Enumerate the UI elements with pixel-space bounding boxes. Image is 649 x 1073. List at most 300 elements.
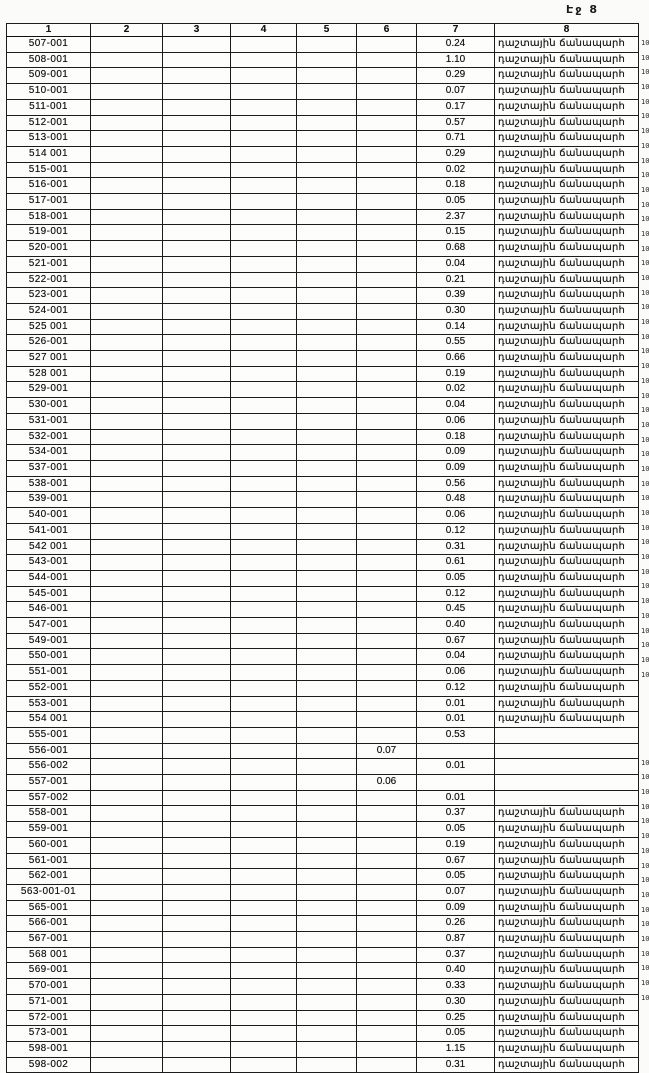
value-cell: 0.01 xyxy=(417,696,495,712)
cell-col6 xyxy=(357,194,417,210)
cell-col3 xyxy=(163,508,231,524)
cell-col6 xyxy=(357,445,417,461)
cell-col6 xyxy=(357,680,417,696)
cell-col2 xyxy=(91,115,163,131)
value-cell: 0.06 xyxy=(417,508,495,524)
value-cell: 0.01 xyxy=(417,712,495,728)
cell-col6 xyxy=(357,382,417,398)
cell-col5 xyxy=(297,225,357,241)
road-type-cell: դաշտային ճանապարհ xyxy=(495,37,639,53)
cell-col4 xyxy=(231,932,297,948)
cell-col2 xyxy=(91,822,163,838)
cell-col5 xyxy=(297,288,357,304)
code-cell: 534-001 xyxy=(7,445,91,461)
value-cell: 0.71 xyxy=(417,131,495,147)
code-cell: 569-001 xyxy=(7,963,91,979)
road-type-cell xyxy=(495,790,639,806)
code-cell: 571-001 xyxy=(7,994,91,1010)
cell-col2 xyxy=(91,539,163,555)
value-cell: 0.29 xyxy=(417,146,495,162)
cell-col5 xyxy=(297,837,357,853)
cell-col3 xyxy=(163,115,231,131)
code-cell: 507-001 xyxy=(7,37,91,53)
cell-col2 xyxy=(91,398,163,414)
cell-col4 xyxy=(231,413,297,429)
cell-col5 xyxy=(297,476,357,492)
cell-col3 xyxy=(163,162,231,178)
code-cell: 508-001 xyxy=(7,52,91,68)
value-cell: 0.87 xyxy=(417,932,495,948)
cell-col3 xyxy=(163,743,231,759)
edge-mark: 10 xyxy=(641,185,649,194)
code-cell: 520-001 xyxy=(7,241,91,257)
cell-col6: 0.06 xyxy=(357,775,417,791)
cell-col2 xyxy=(91,994,163,1010)
cell-col3 xyxy=(163,460,231,476)
table-row xyxy=(7,1010,639,1026)
value-cell: 0.40 xyxy=(417,618,495,634)
edge-mark xyxy=(641,682,649,697)
edge-mark: 10 xyxy=(641,464,649,473)
cell-col2 xyxy=(91,225,163,241)
table-row xyxy=(7,178,639,194)
column-header: 1 xyxy=(7,24,91,37)
cell-col5 xyxy=(297,37,357,53)
table-row xyxy=(7,523,639,539)
cell-col4 xyxy=(231,398,297,414)
cell-col4 xyxy=(231,115,297,131)
edge-mark: 10 xyxy=(641,494,649,503)
table-head xyxy=(7,24,639,37)
value-cell: 0.09 xyxy=(417,445,495,461)
cell-col6: 0.07 xyxy=(357,743,417,759)
cell-col4 xyxy=(231,288,297,304)
value-cell: 0.06 xyxy=(417,665,495,681)
cell-col3 xyxy=(163,837,231,853)
cell-col5 xyxy=(297,398,357,414)
edge-mark: 10 xyxy=(641,582,649,591)
code-cell: 514 001 xyxy=(7,146,91,162)
code-cell: 551-001 xyxy=(7,665,91,681)
road-type-cell: դաշտային ճանապարհ xyxy=(495,633,639,649)
table-row xyxy=(7,303,639,319)
edge-mark: 10 xyxy=(641,53,649,62)
cell-col5 xyxy=(297,570,357,586)
cell-col2 xyxy=(91,445,163,461)
cell-col2 xyxy=(91,680,163,696)
road-type-cell: դաշտային ճանապարհ xyxy=(495,523,639,539)
cell-col5 xyxy=(297,822,357,838)
cell-col6 xyxy=(357,68,417,84)
cell-col2 xyxy=(91,162,163,178)
edge-mark: 10 xyxy=(641,215,649,224)
cell-col3 xyxy=(163,241,231,257)
table-row xyxy=(7,319,639,335)
road-type-cell: դաշտային ճանապարհ xyxy=(495,665,639,681)
cell-col6 xyxy=(357,837,417,853)
value-cell: 0.55 xyxy=(417,335,495,351)
cell-col3 xyxy=(163,256,231,272)
cell-col4 xyxy=(231,806,297,822)
cell-col6 xyxy=(357,413,417,429)
value-cell: 0.12 xyxy=(417,523,495,539)
cell-col4 xyxy=(231,712,297,728)
code-cell: 545-001 xyxy=(7,586,91,602)
code-cell: 562-001 xyxy=(7,869,91,885)
cell-col6 xyxy=(357,256,417,272)
table-row xyxy=(7,382,639,398)
cell-col4 xyxy=(231,837,297,853)
cell-col6 xyxy=(357,602,417,618)
cell-col2 xyxy=(91,916,163,932)
code-cell: 560-001 xyxy=(7,837,91,853)
table-header-row xyxy=(7,24,639,37)
code-cell: 530-001 xyxy=(7,398,91,414)
cell-col5 xyxy=(297,712,357,728)
cell-col6 xyxy=(357,555,417,571)
code-cell: 546-001 xyxy=(7,602,91,618)
cell-col5 xyxy=(297,1057,357,1073)
cell-col2 xyxy=(91,52,163,68)
cell-col4 xyxy=(231,429,297,445)
cell-col6 xyxy=(357,1057,417,1073)
code-cell: 523-001 xyxy=(7,288,91,304)
road-type-cell: դաշտային ճանապարհ xyxy=(495,947,639,963)
code-cell: 549-001 xyxy=(7,633,91,649)
cell-col5 xyxy=(297,366,357,382)
road-type-cell: դաշտային ճանապարհ xyxy=(495,837,639,853)
edge-mark: 10 xyxy=(641,655,649,664)
cell-col5 xyxy=(297,539,357,555)
cell-col5 xyxy=(297,429,357,445)
road-type-cell: դաշտային ճանապարհ xyxy=(495,99,639,115)
cell-col4 xyxy=(231,916,297,932)
cell-col3 xyxy=(163,523,231,539)
cell-col2 xyxy=(91,853,163,869)
table-row xyxy=(7,115,639,131)
road-type-cell: դաշտային ճանապարհ xyxy=(495,288,639,304)
cell-col2 xyxy=(91,696,163,712)
cell-col6 xyxy=(357,319,417,335)
cell-col3 xyxy=(163,853,231,869)
cell-col4 xyxy=(231,790,297,806)
cell-col3 xyxy=(163,68,231,84)
code-cell: 561-001 xyxy=(7,853,91,869)
code-cell: 537-001 xyxy=(7,460,91,476)
cell-col6 xyxy=(357,131,417,147)
road-type-cell: դաշտային ճանապարհ xyxy=(495,979,639,995)
road-type-cell: դաշտային ճանապարհ xyxy=(495,1026,639,1042)
cell-col2 xyxy=(91,68,163,84)
cell-col4 xyxy=(231,131,297,147)
value-cell: 0.12 xyxy=(417,680,495,696)
edge-mark: 10 xyxy=(641,523,649,532)
cell-col4 xyxy=(231,476,297,492)
cell-col5 xyxy=(297,68,357,84)
cell-col6 xyxy=(357,869,417,885)
cell-col2 xyxy=(91,366,163,382)
cell-col2 xyxy=(91,335,163,351)
cell-col4 xyxy=(231,649,297,665)
cell-col6 xyxy=(357,492,417,508)
cell-col4 xyxy=(231,727,297,743)
cell-col6 xyxy=(357,178,417,194)
code-cell: 532-001 xyxy=(7,429,91,445)
code-cell: 557-002 xyxy=(7,790,91,806)
road-type-cell: դաշտային ճանապարհ xyxy=(495,319,639,335)
edge-mark: 10 xyxy=(641,259,649,268)
road-type-cell: դաշտային ճանապարհ xyxy=(495,900,639,916)
cell-col3 xyxy=(163,680,231,696)
value-cell: 2.37 xyxy=(417,209,495,225)
table-row xyxy=(7,351,639,367)
cell-col5 xyxy=(297,52,357,68)
edge-mark: 10 xyxy=(641,156,649,165)
code-cell: 553-001 xyxy=(7,696,91,712)
cell-col3 xyxy=(163,382,231,398)
edge-mark: 10 xyxy=(641,611,649,620)
cell-col2 xyxy=(91,869,163,885)
edge-mark: 10 xyxy=(641,274,649,282)
table-row xyxy=(7,1057,639,1073)
cell-col6 xyxy=(357,225,417,241)
cell-col6 xyxy=(357,241,417,257)
code-cell: 566-001 xyxy=(7,916,91,932)
table-row xyxy=(7,1042,639,1058)
table-body xyxy=(7,37,639,1073)
cell-col6 xyxy=(357,84,417,100)
edge-mark: 10 xyxy=(641,553,649,562)
cell-col5 xyxy=(297,115,357,131)
road-type-cell: դաշտային ճանապարհ xyxy=(495,84,639,100)
value-cell: 0.02 xyxy=(417,382,495,398)
cell-col6 xyxy=(357,209,417,225)
edge-mark: 10 xyxy=(641,758,649,767)
code-cell: 542 001 xyxy=(7,539,91,555)
cell-col2 xyxy=(91,602,163,618)
value-cell xyxy=(417,775,495,791)
code-cell: 559-001 xyxy=(7,822,91,838)
cell-col5 xyxy=(297,1010,357,1026)
edge-mark: 10 xyxy=(641,318,649,327)
edge-mark: 10 xyxy=(641,435,649,444)
cell-col6 xyxy=(357,460,417,476)
table-row xyxy=(7,445,639,461)
edge-mark: 10 xyxy=(641,171,649,180)
road-type-cell: դաշտային ճանապարհ xyxy=(495,555,639,571)
cell-col5 xyxy=(297,884,357,900)
cell-col2 xyxy=(91,932,163,948)
value-cell: 0.07 xyxy=(417,884,495,900)
code-cell: 557-001 xyxy=(7,775,91,791)
cell-col5 xyxy=(297,241,357,257)
cell-col4 xyxy=(231,303,297,319)
table-row xyxy=(7,947,639,963)
edge-mark: 10 xyxy=(641,406,649,415)
road-type-cell: դաշտային ճանապարհ xyxy=(495,586,639,602)
code-cell: 563-001-01 xyxy=(7,884,91,900)
cell-col5 xyxy=(297,146,357,162)
cell-col6 xyxy=(357,37,417,53)
cell-col4 xyxy=(231,37,297,53)
table-row xyxy=(7,288,639,304)
code-cell: 513-001 xyxy=(7,131,91,147)
cell-col3 xyxy=(163,900,231,916)
edge-mark: 10 xyxy=(641,141,649,150)
cell-col5 xyxy=(297,900,357,916)
value-cell: 0.14 xyxy=(417,319,495,335)
cell-col3 xyxy=(163,445,231,461)
cell-col2 xyxy=(91,1057,163,1073)
road-type-cell: դաշտային ճանապարհ xyxy=(495,1042,639,1058)
cell-col4 xyxy=(231,256,297,272)
road-type-cell: դաշտային ճանապարհ xyxy=(495,994,639,1010)
edge-mark: 10 xyxy=(641,200,649,209)
road-type-cell: դաշտային ճանապարհ xyxy=(495,413,639,429)
value-cell: 0.04 xyxy=(417,398,495,414)
cell-col6 xyxy=(357,649,417,665)
cell-col2 xyxy=(91,759,163,775)
road-type-cell: դաշտային ճանապարհ xyxy=(495,272,639,288)
code-cell: 531-001 xyxy=(7,413,91,429)
cell-col3 xyxy=(163,586,231,602)
road-type-cell: դաշտային ճանապարհ xyxy=(495,884,639,900)
cell-col5 xyxy=(297,272,357,288)
road-type-cell: դաշտային ճանապարհ xyxy=(495,178,639,194)
cell-col6 xyxy=(357,853,417,869)
cell-col2 xyxy=(91,775,163,791)
table-row xyxy=(7,649,639,665)
value-cell: 0.40 xyxy=(417,963,495,979)
cell-col4 xyxy=(231,162,297,178)
cell-col3 xyxy=(163,759,231,775)
value-cell: 0.53 xyxy=(417,727,495,743)
cell-col6 xyxy=(357,696,417,712)
table-row xyxy=(7,272,639,288)
value-cell: 0.26 xyxy=(417,916,495,932)
cell-col3 xyxy=(163,492,231,508)
table-row xyxy=(7,131,639,147)
cell-col2 xyxy=(91,806,163,822)
table-row xyxy=(7,68,639,84)
cell-col4 xyxy=(231,633,297,649)
cell-col3 xyxy=(163,1057,231,1073)
cell-col2 xyxy=(91,37,163,53)
code-cell: 555-001 xyxy=(7,727,91,743)
table-row xyxy=(7,743,639,759)
value-cell: 0.18 xyxy=(417,178,495,194)
cell-col5 xyxy=(297,555,357,571)
code-cell: 567-001 xyxy=(7,932,91,948)
edge-mark xyxy=(641,741,649,756)
cell-col3 xyxy=(163,665,231,681)
cell-col6 xyxy=(357,523,417,539)
table-row xyxy=(7,84,639,100)
cell-col3 xyxy=(163,178,231,194)
code-cell: 598-001 xyxy=(7,1042,91,1058)
cell-col4 xyxy=(231,853,297,869)
cell-col2 xyxy=(91,146,163,162)
cell-col3 xyxy=(163,209,231,225)
cell-col2 xyxy=(91,209,163,225)
cell-col5 xyxy=(297,853,357,869)
cell-col6 xyxy=(357,665,417,681)
column-header: 4 xyxy=(231,24,297,37)
cell-col4 xyxy=(231,1057,297,1073)
value-cell: 0.68 xyxy=(417,241,495,257)
cell-col3 xyxy=(163,822,231,838)
value-cell: 0.31 xyxy=(417,539,495,555)
cell-col5 xyxy=(297,194,357,210)
value-cell: 0.33 xyxy=(417,979,495,995)
code-cell: 518-001 xyxy=(7,209,91,225)
cell-col5 xyxy=(297,947,357,963)
cell-col3 xyxy=(163,994,231,1010)
road-type-cell: դաշտային ճանապարհ xyxy=(495,570,639,586)
code-cell: 522-001 xyxy=(7,272,91,288)
cell-col6 xyxy=(357,366,417,382)
cell-col4 xyxy=(231,225,297,241)
edge-mark: 10 xyxy=(641,567,649,576)
value-cell: 1.15 xyxy=(417,1042,495,1058)
cell-col3 xyxy=(163,539,231,555)
code-cell: 525 001 xyxy=(7,319,91,335)
value-cell: 0.45 xyxy=(417,602,495,618)
cell-col5 xyxy=(297,508,357,524)
cell-col5 xyxy=(297,492,357,508)
cell-col3 xyxy=(163,146,231,162)
road-type-cell: դաշտային ճանապարհ xyxy=(495,932,639,948)
value-cell: 0.48 xyxy=(417,492,495,508)
code-cell: 565-001 xyxy=(7,900,91,916)
table-row xyxy=(7,508,639,524)
cell-col5 xyxy=(297,335,357,351)
cell-col6 xyxy=(357,539,417,555)
road-type-cell: դաշտային ճանապարհ xyxy=(495,241,639,257)
cell-col3 xyxy=(163,1010,231,1026)
cell-col3 xyxy=(163,351,231,367)
cell-col5 xyxy=(297,178,357,194)
road-type-cell: դաշտային ճանապարհ xyxy=(495,366,639,382)
table-row xyxy=(7,665,639,681)
table-row xyxy=(7,555,639,571)
table-row xyxy=(7,884,639,900)
cell-col6 xyxy=(357,759,417,775)
column-header: 6 xyxy=(357,24,417,37)
road-type-cell: դաշտային ճանապարհ xyxy=(495,115,639,131)
road-type-cell: դաշտային ճանապարհ xyxy=(495,256,639,272)
edge-mark: 10 xyxy=(641,97,649,106)
value-cell: 0.05 xyxy=(417,822,495,838)
cell-col3 xyxy=(163,649,231,665)
edge-mark: 10 xyxy=(641,244,649,253)
table-row xyxy=(7,256,639,272)
code-cell: 541-001 xyxy=(7,523,91,539)
cell-col4 xyxy=(231,508,297,524)
table-row xyxy=(7,775,639,791)
cell-col5 xyxy=(297,806,357,822)
edge-mark: 10 xyxy=(641,127,649,136)
value-cell: 0.05 xyxy=(417,194,495,210)
cell-col4 xyxy=(231,335,297,351)
cell-col4 xyxy=(231,241,297,257)
code-cell: 512-001 xyxy=(7,115,91,131)
cell-col3 xyxy=(163,52,231,68)
data-table xyxy=(6,23,639,1073)
cell-col4 xyxy=(231,178,297,194)
road-type-cell xyxy=(495,727,639,743)
road-type-cell: դաշտային ճանապարհ xyxy=(495,1010,639,1026)
